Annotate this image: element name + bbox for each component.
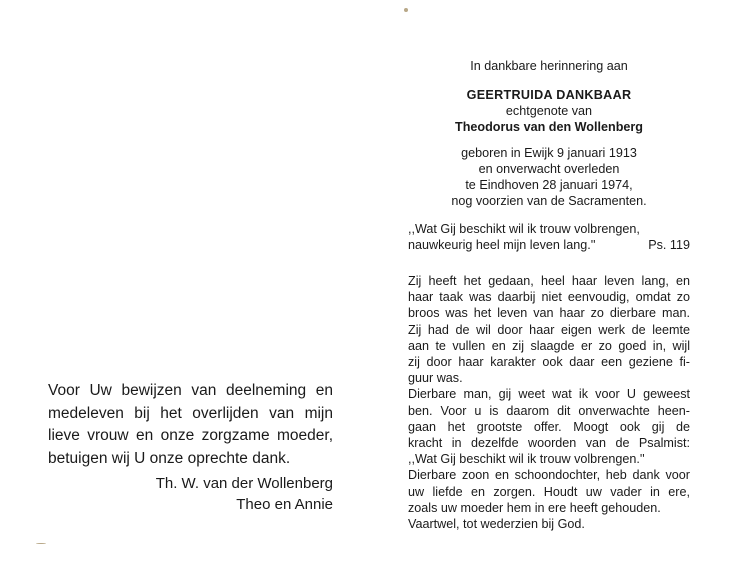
paper-speck xyxy=(36,543,46,544)
memorial-text xyxy=(408,273,690,532)
psalm-quote xyxy=(408,221,690,253)
birth-line: geboren in Ewijk 9 januari 1913 xyxy=(461,146,637,160)
thank-you-line: Voor Uw bewijzen van deelneming en xyxy=(48,382,333,399)
spouse-name: Theodorus van den Wollenberg xyxy=(455,120,643,134)
sacraments-line: nog voorzien van de Sacramenten. xyxy=(451,194,647,208)
signer-husband: Th. W. van der Wollenberg xyxy=(155,475,333,492)
intro-line: In dankbare herinnering aan xyxy=(470,59,628,73)
psalm-reference: Ps. 119 xyxy=(648,238,690,252)
text-line: gaan het grootste offer. Moogt ook gij de xyxy=(408,419,690,434)
remembrance-panel xyxy=(408,58,690,532)
text-line: uw liefde en zorgen. Houdt uw vader in ere, xyxy=(408,484,690,499)
signer-son-and-daughter-in-law: Theo en Annie xyxy=(236,496,333,513)
text-line: Zij heeft het gedaan, heel haar leven lang, en xyxy=(408,274,690,288)
death-line: en onverwacht overleden xyxy=(478,162,620,176)
text-line: zoals uw moeder hem in ere heeft gehouden. xyxy=(408,500,661,515)
remembrance-header xyxy=(408,58,690,209)
text-line: zij door haar karakter ook daar een geziene fi- xyxy=(408,355,690,370)
text-line: Vaartwel, tot wederzien bij God. xyxy=(408,517,585,532)
text-line: ,,Wat Gij beschikt wil ik trouw volbrengen.'' xyxy=(408,452,645,467)
text-line: Zij had de wil door haar eigen werk de leemte xyxy=(408,322,690,337)
death-place-date: te Eindhoven 28 januari 1974, xyxy=(465,178,633,192)
text-line: haar taak was daarbij niet eenvoudig, omdat zo xyxy=(408,290,690,305)
text-line: Dierbare zoon en schoondochter, heb dank voor xyxy=(408,468,690,483)
text-line: ben. Voor u is daarom dit onverwachte heen- xyxy=(408,403,690,418)
text-line: broos was het leven van haar zo dierbare man. xyxy=(408,306,690,321)
relation-line: echtgenote van xyxy=(505,104,593,118)
thank-you-line: medeleven bij het overlijden van mijn xyxy=(48,404,333,422)
signatories xyxy=(48,473,333,515)
text-line: Dierbare man, gij weet wat ik voor U geweest xyxy=(408,387,690,402)
text-line: kracht in dezelfde woorden van de Psalmist: xyxy=(408,436,690,451)
thank-you-line: lieve vrouw en onze zorgzame moeder, xyxy=(48,427,333,444)
text-line: aan te vullen en zij slaagde er zo goed in, wijl xyxy=(408,338,690,353)
thank-you-line: betuigen wij U onze oprechte dank. xyxy=(48,449,291,467)
quote-line: nauwkeurig heel mijn leven lang.'' xyxy=(408,238,596,252)
thank-you-text xyxy=(48,380,333,470)
deceased-name: GEERTRUIDA DANKBAAR xyxy=(466,88,632,102)
text-line: guur was. xyxy=(408,371,463,386)
thank-you-note xyxy=(48,380,333,515)
quote-line: ,,Wat Gij beschikt wil ik trouw volbrengen, xyxy=(408,222,640,236)
paper-speck xyxy=(404,8,408,12)
